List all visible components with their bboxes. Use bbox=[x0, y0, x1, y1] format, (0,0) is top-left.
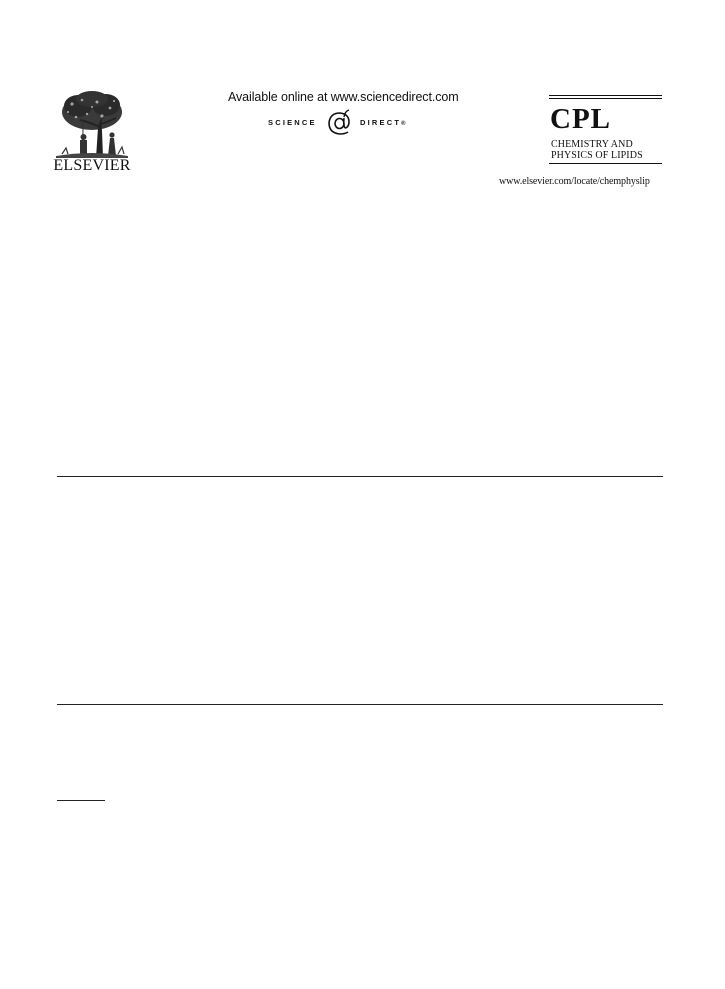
journal-subtitle bbox=[551, 139, 643, 161]
journal-header-bottom-rule bbox=[549, 163, 662, 164]
available-online-text: Available online at www.sciencedirect.com bbox=[228, 90, 459, 104]
sciencedirect-wordmark bbox=[268, 108, 438, 138]
publisher-name: ELSEVIER bbox=[53, 157, 131, 174]
journal-subtitle-line-2: PHYSICS OF LIPIDS bbox=[551, 150, 643, 161]
sciencedirect-science-label: SCIENCE bbox=[268, 118, 317, 127]
footnote-divider bbox=[57, 800, 105, 801]
sciencedirect-direct-label: DIRECT® bbox=[360, 118, 406, 127]
registered-mark: ® bbox=[401, 121, 406, 127]
sciencedirect-at-icon bbox=[325, 108, 355, 138]
journal-abbreviation: CPL bbox=[550, 103, 611, 135]
abstract-bottom-divider bbox=[57, 704, 663, 705]
journal-subtitle-line-1: CHEMISTRY AND bbox=[551, 139, 633, 150]
abstract-top-divider bbox=[57, 476, 663, 477]
journal-url-link[interactable]: www.elsevier.com/locate/chemphyslip bbox=[499, 176, 650, 187]
journal-header-rules bbox=[549, 95, 662, 101]
elsevier-tree-icon bbox=[52, 90, 132, 158]
